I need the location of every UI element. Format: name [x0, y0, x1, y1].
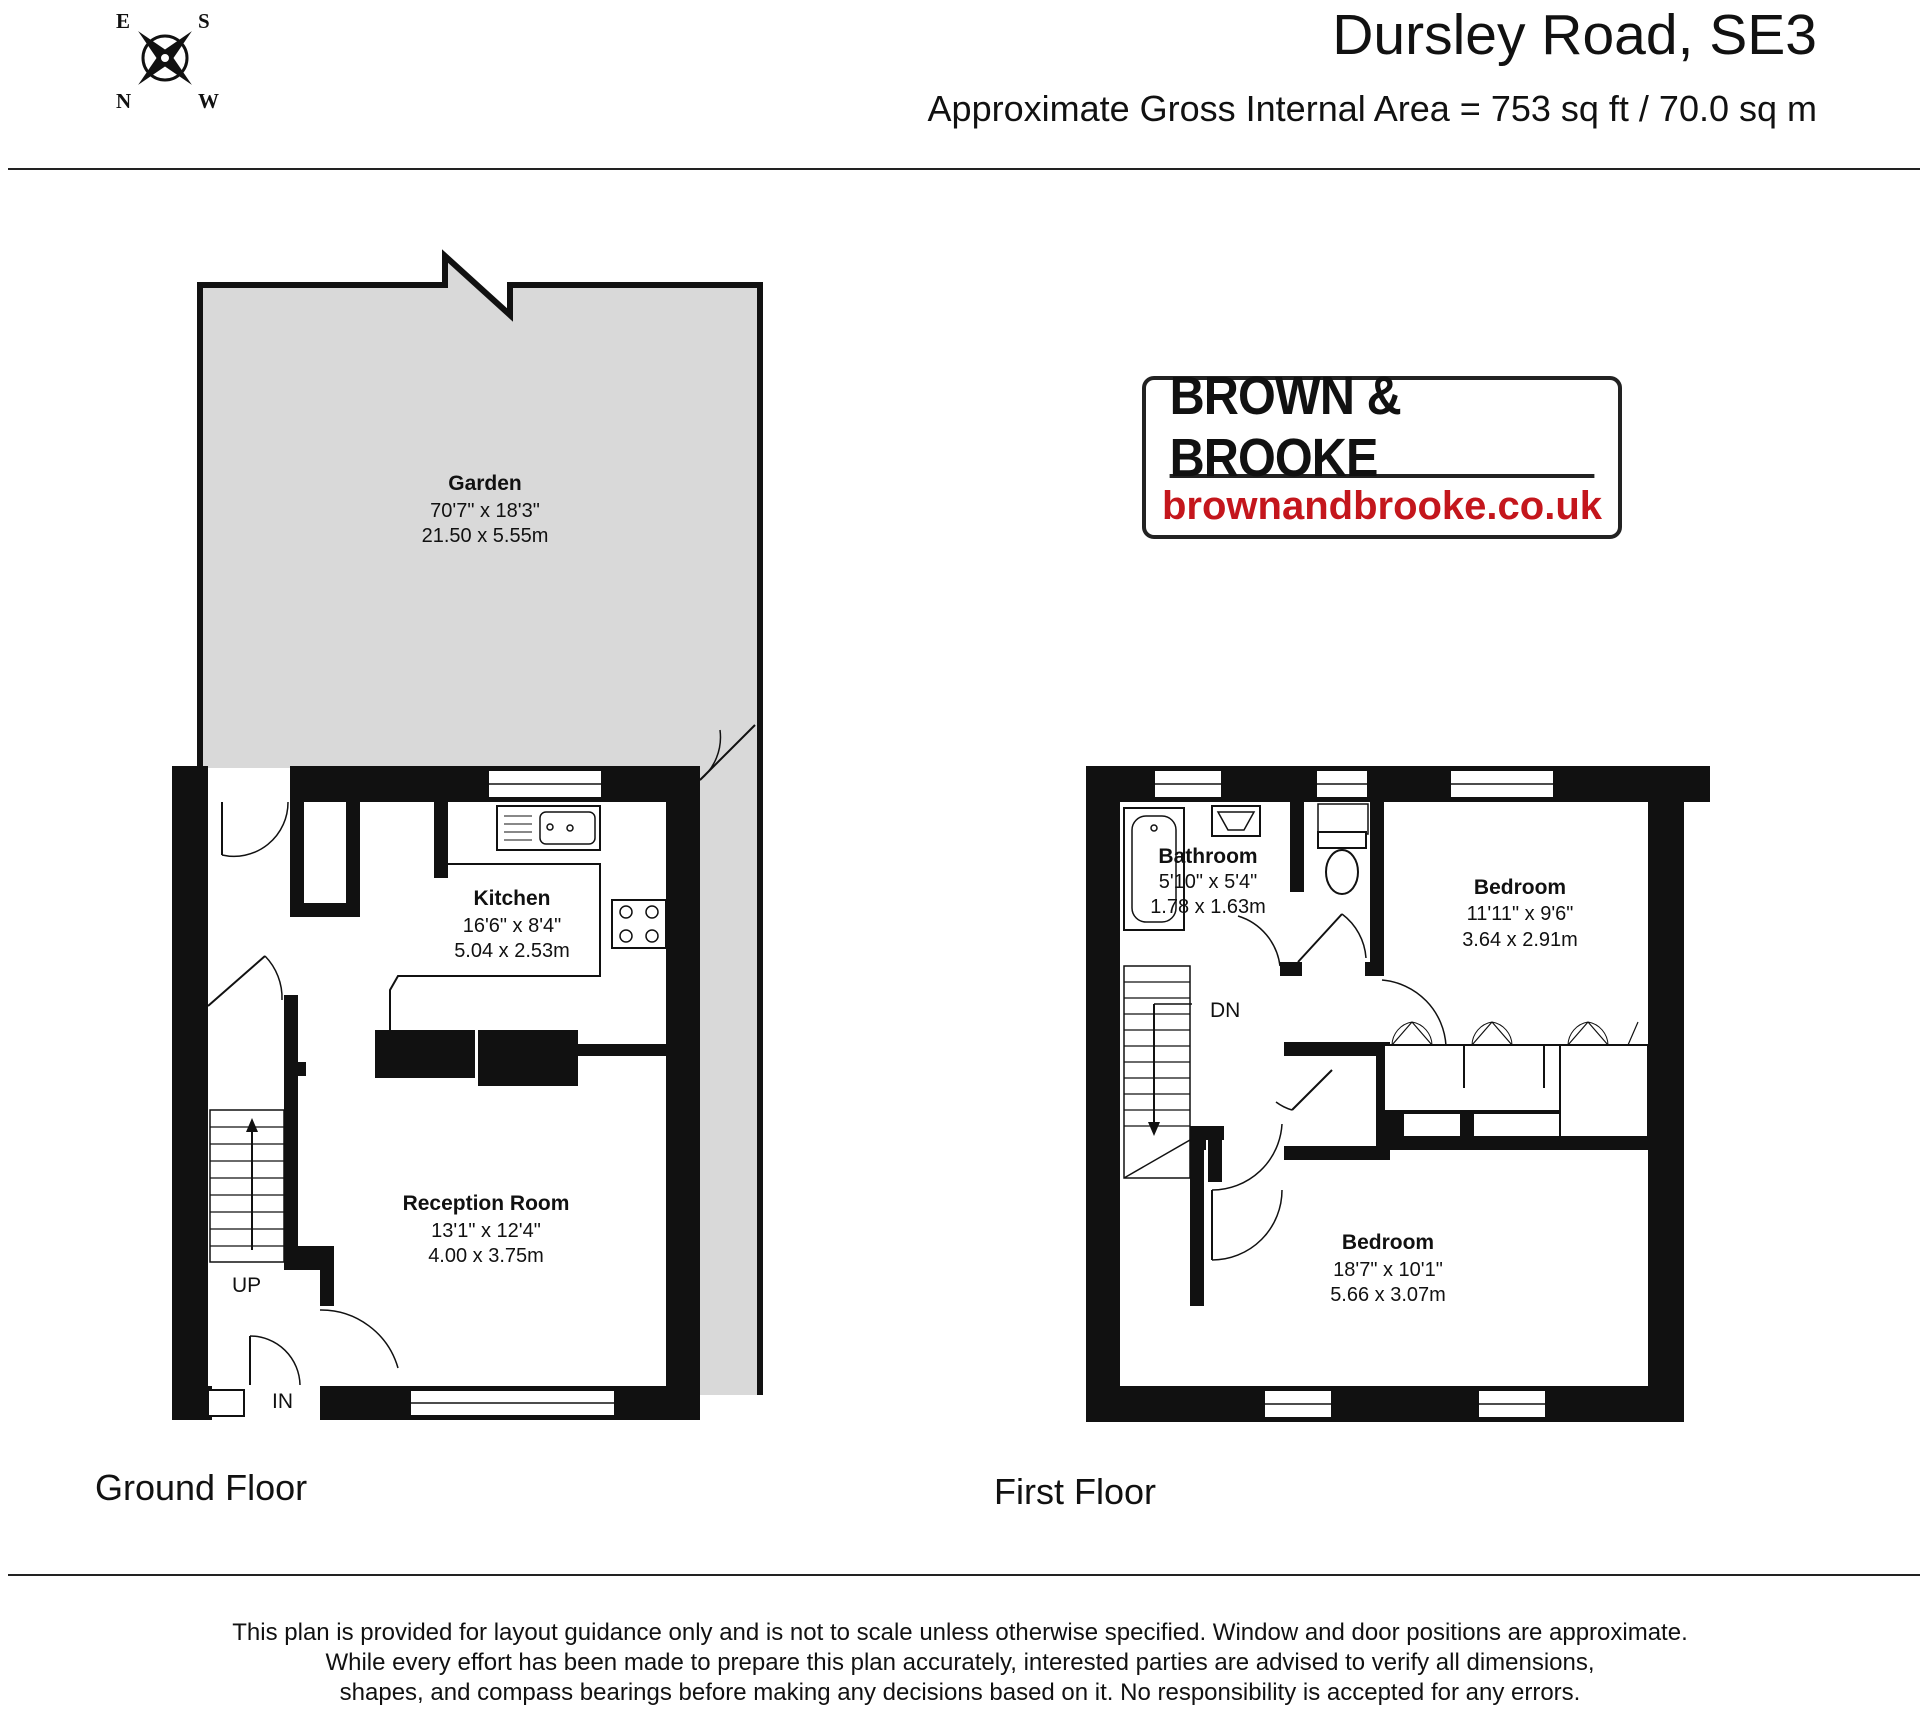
basin-icon — [1212, 806, 1260, 836]
first-floor-plan — [1060, 740, 1720, 1440]
brand-logo — [1142, 366, 1622, 539]
wall-west — [172, 766, 208, 1420]
bathroom-name: Bathroom — [1158, 845, 1258, 868]
footer-divider — [8, 1574, 1920, 1576]
bedroom-1-name: Bedroom — [1473, 876, 1567, 899]
garden-name: Garden — [448, 472, 522, 495]
disclaimer-line: This plan is provided for layout guidance only and is not to scale unless otherwise specified. Window and door positions are approximate. — [232, 1619, 1688, 1646]
wall-south-west — [172, 1386, 212, 1420]
bedroom-1-imperial: 11'11" x 9'6" — [1466, 903, 1574, 925]
reception-metric: 4.00 x 3.75m — [428, 1245, 544, 1267]
garden-metric: 21.50 x 5.55m — [421, 525, 549, 547]
compass-w: W — [198, 89, 219, 113]
kitchen-name: Kitchen — [473, 887, 551, 910]
bathroom-metric: 1.78 x 1.63m — [1150, 896, 1266, 918]
disclaimer — [0, 1618, 1920, 1708]
bathroom-imperial: 5'10" x 5'4" — [1158, 871, 1258, 893]
area-summary: Approximate Gross Internal Area = 753 sq ft / 70.0 sq m — [927, 88, 1817, 129]
dn-label: DN — [1210, 999, 1241, 1022]
disclaimer-line: While every effort has been made to prepare this plan accurately, interested parties are advised to verify all dimensions, — [325, 1649, 1595, 1676]
ground-floor-plan — [0, 0, 800, 1440]
garden-imperial: 70'7" x 18'3" — [430, 500, 540, 522]
disclaimer-line: shapes, and compass bearings before making any decisions based on it. No responsibility is accepted for any errors. — [339, 1679, 1581, 1706]
logo-brand-name: BROWN & BROOKE — [1170, 380, 1595, 478]
toilet-icon — [1318, 832, 1366, 848]
wall-west — [1086, 766, 1120, 1422]
bedroom-2-metric: 5.66 x 3.07m — [1330, 1284, 1446, 1306]
bedroom-2-name: Bedroom — [1341, 1231, 1435, 1254]
compass-n: N — [116, 89, 132, 113]
bedroom-2-imperial: 18'7" x 10'1" — [1333, 1259, 1443, 1281]
stairs — [210, 1110, 284, 1262]
logo-website: brownandbrooke.co.uk — [1161, 484, 1603, 528]
up-label: UP — [232, 1274, 262, 1297]
stair-wall — [1190, 1126, 1204, 1306]
bedroom-1-metric: 3.64 x 2.91m — [1462, 929, 1578, 951]
kitchen-metric: 5.04 x 2.53m — [454, 940, 570, 962]
compass-s: S — [198, 9, 210, 33]
in-label: IN — [272, 1390, 293, 1413]
wall-south — [1086, 1386, 1684, 1422]
reception-name: Reception Room — [402, 1192, 570, 1215]
first-floor-label: First Floor — [994, 1471, 1156, 1512]
page-title: Dursley Road, SE3 — [1332, 3, 1817, 67]
wall-east — [666, 766, 700, 1420]
kitchen-imperial: 16'6" x 8'4" — [462, 915, 562, 937]
wall-east — [1648, 766, 1684, 1422]
ground-floor-label: Ground Floor — [95, 1467, 308, 1508]
compass-e: E — [116, 9, 131, 33]
reception-imperial: 13'1" x 12'4" — [431, 1220, 541, 1242]
hob-icon — [612, 900, 666, 948]
